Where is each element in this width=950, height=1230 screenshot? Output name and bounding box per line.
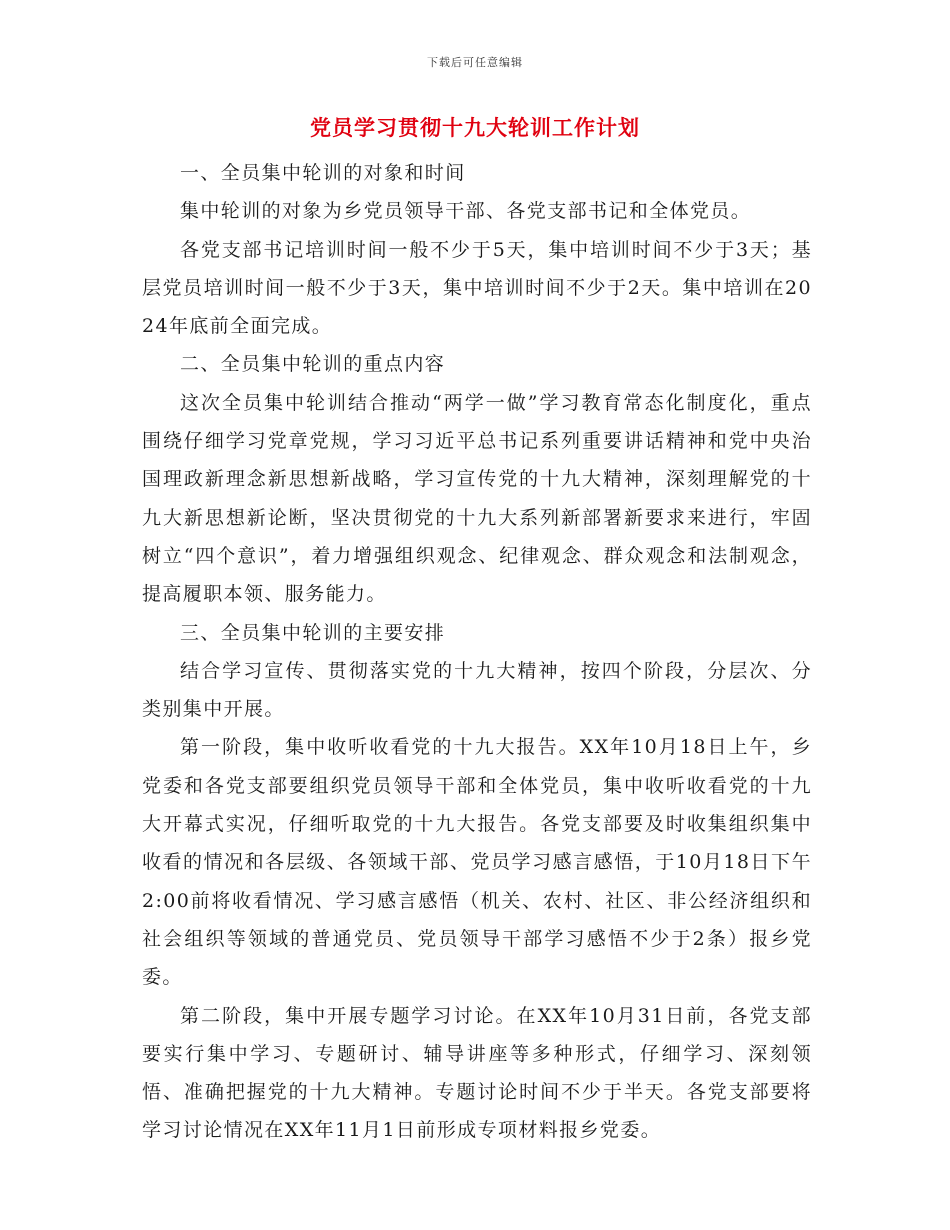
- paragraph: 各党支部书记培训时间一般不少于5天，集中培训时间不少于3天；基层党员培训时间一般不少于3天，集中培训时间不少于2天。集中培训在2024年底前全面完成。: [142, 238, 812, 338]
- document-title: 党员学习贯彻十九大轮训工作计划: [310, 115, 640, 140]
- document-body: [142, 154, 812, 1150]
- paragraph: 这次全员集中轮训结合推动“两学一做”学习教育常态化制度化，重点围绕仔细学习党章党规，学习习近平总书记系列重要讲话精神和党中央治国理政新理念新思想新战略，学习宣传党的十九大精神，深刻理解党的十九大新思想新论断，坚决贯彻党的十九大系列新部署新要求来进行，牢固树立“四个意识”，着力增强组织观念、纪律观念、群众观念和法制观念，提高履职本领、服务能力。: [142, 391, 812, 606]
- paragraph: 结合学习宣传、贯彻落实党的十九大精神，按四个阶段，分层次、分类别集中开展。: [142, 659, 812, 721]
- paragraph: 第二阶段，集中开展专题学习讨论。在XX年10月31日前，各党支部要实行集中学习、专题研讨、辅导讲座等多种形式，仔细学习、深刻领悟、准确把握党的十九大精神。专题讨论时间不少于半天。各党支部要将学习讨论情况在XX年11月1日前形成专项材料报乡党委。: [142, 1004, 812, 1142]
- paragraph: 第一阶段，集中收听收看党的十九大报告。XX年10月18日上午，乡党委和各党支部要组织党员领导干部和全体党员，集中收听收看党的十九大开幕式实况，仔细听取党的十九大报告。各党支部要及时收集组织集中收看的情况和各层级、各领域干部、党员学习感言感悟，于10月18日下午2:00前将收看情况、学习感言感悟（机关、农村、社区、非公经济组织和社会组织等领域的普通党员、党员领导干部学习感悟不少于2条）报乡党委。: [142, 736, 812, 989]
- section-heading-2: 二、全员集中轮训的重点内容: [180, 353, 446, 376]
- paragraph: 集中轮训的对象为乡党员领导干部、各党支部书记和全体党员。: [180, 200, 752, 223]
- section-heading-3: 三、全员集中轮训的主要安排: [180, 621, 446, 644]
- section-heading-1: 一、全员集中轮训的对象和时间: [180, 162, 466, 184]
- header-note: 下载后可任意编辑: [427, 56, 523, 69]
